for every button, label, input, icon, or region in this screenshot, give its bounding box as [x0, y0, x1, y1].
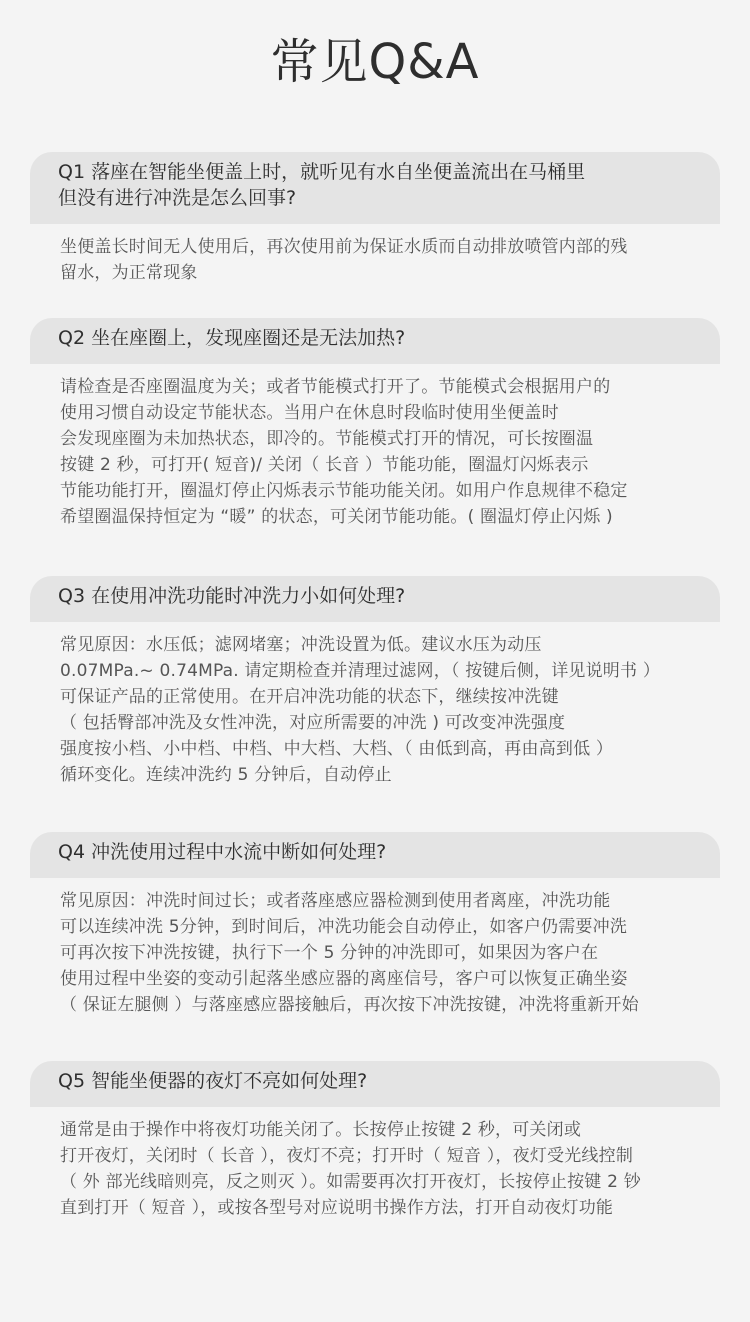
- question-text: Q4 冲洗使用过程中水流中断如何处理?: [58, 841, 387, 863]
- question-text: Q2 坐在座圈上，发现座圈还是无法加热?: [58, 327, 406, 349]
- answer-text: 通常是由于操作中将夜灯功能关闭了。长按停止按键 2 秒，可关闭或 打开夜灯，关闭时（ 长音 ），夜灯不亮；打开时（ 短音 ），夜灯受光线控制 （ 外 部光线暗则亮，反之则灭 ）。如需要再次打开夜灯，长按停止按键 2 钞 直到打开（ 短音 ），或按各型号对应说明书操作方法，打开自动夜灯功能: [60, 1120, 641, 1218]
- question-text: Q5 智能坐便器的夜灯不亮如何处理?: [58, 1070, 368, 1092]
- question-text: Q3 在使用冲洗功能时冲洗力小如何处理?: [58, 585, 406, 607]
- question-bar: [30, 152, 720, 224]
- question-bar: [30, 832, 720, 878]
- page-title: 常见Q&A: [270, 34, 480, 90]
- answer-text: 坐便盖长时间无人使用后，再次使用前为保证水质而自动排放喷管内部的残 留水，为正常现象: [60, 237, 628, 283]
- qa-item-2: [30, 318, 720, 530]
- question-bar: [30, 318, 720, 364]
- question-text: Q1 落座在智能坐便盖上时，就听见有水自坐便盖流出在马桶里 但没有进行冲洗是怎么回事?: [58, 161, 586, 209]
- qa-item-3: [30, 576, 720, 788]
- answer-text: 请检查是否座圈温度为关；或者节能模式打开了。节能模式会根据用户的 使用习惯自动设定节能状态。当用户在休息时段临时使用坐便盖时 会发现座圈为未加热状态，即冷的。节能模式打开的情况，可长按圈温 按键 2 秒，可打开( 短音)/ 关闭（ 长音 ）节能功能，圈温灯闪烁表示 节能功能打开，圈温灯停止闪烁表示节能功能关闭。如用户作息规律不稳定 希望圈温保持恒定为 “暖” 的状态，可关闭节能功能。( 圈温灯停止闪烁 ): [60, 377, 628, 527]
- question-bar: [30, 576, 720, 622]
- question-bar: [30, 1061, 720, 1107]
- qa-item-1: [30, 152, 720, 286]
- answer-text: 常见原因：冲洗时间过长；或者落座感应器检测到使用者离座，冲洗功能 可以连续冲洗 5分钟，到时间后，冲洗功能会自动停止，如客户仍需要冲洗 可再次按下冲洗按键，执行下一个 5 分钟的冲洗即可，如果因为客户在 使用过程中坐姿的变动引起落坐感应器的离座信号，客户可以恢复正确坐姿 （ 保证左腿侧 ）与落座感应器接触后，再次按下冲洗按键，冲洗将重新开始: [60, 891, 639, 1015]
- answer-text: 常见原因：水压低；滤网堵塞；冲洗设置为低。建议水压为动压 0.07MPa.~ 0.74MPa. 请定期检查并清理过滤网，（ 按键后侧，详见说明书 ） 可保证产品的正常使用。在开启冲洗功能的状态下，继续按冲洗键 （ 包括臀部冲洗及女性冲洗，对应所需要的冲洗 ) 可改变冲洗强度 强度按小档、小中档、中档、中大档、大档、（ 由低到高，再由高到低 ） 循环变化。连续冲洗约 5 分钟后，自动停止: [60, 635, 661, 785]
- qa-item-4: [30, 832, 720, 1018]
- qa-item-5: [30, 1061, 720, 1221]
